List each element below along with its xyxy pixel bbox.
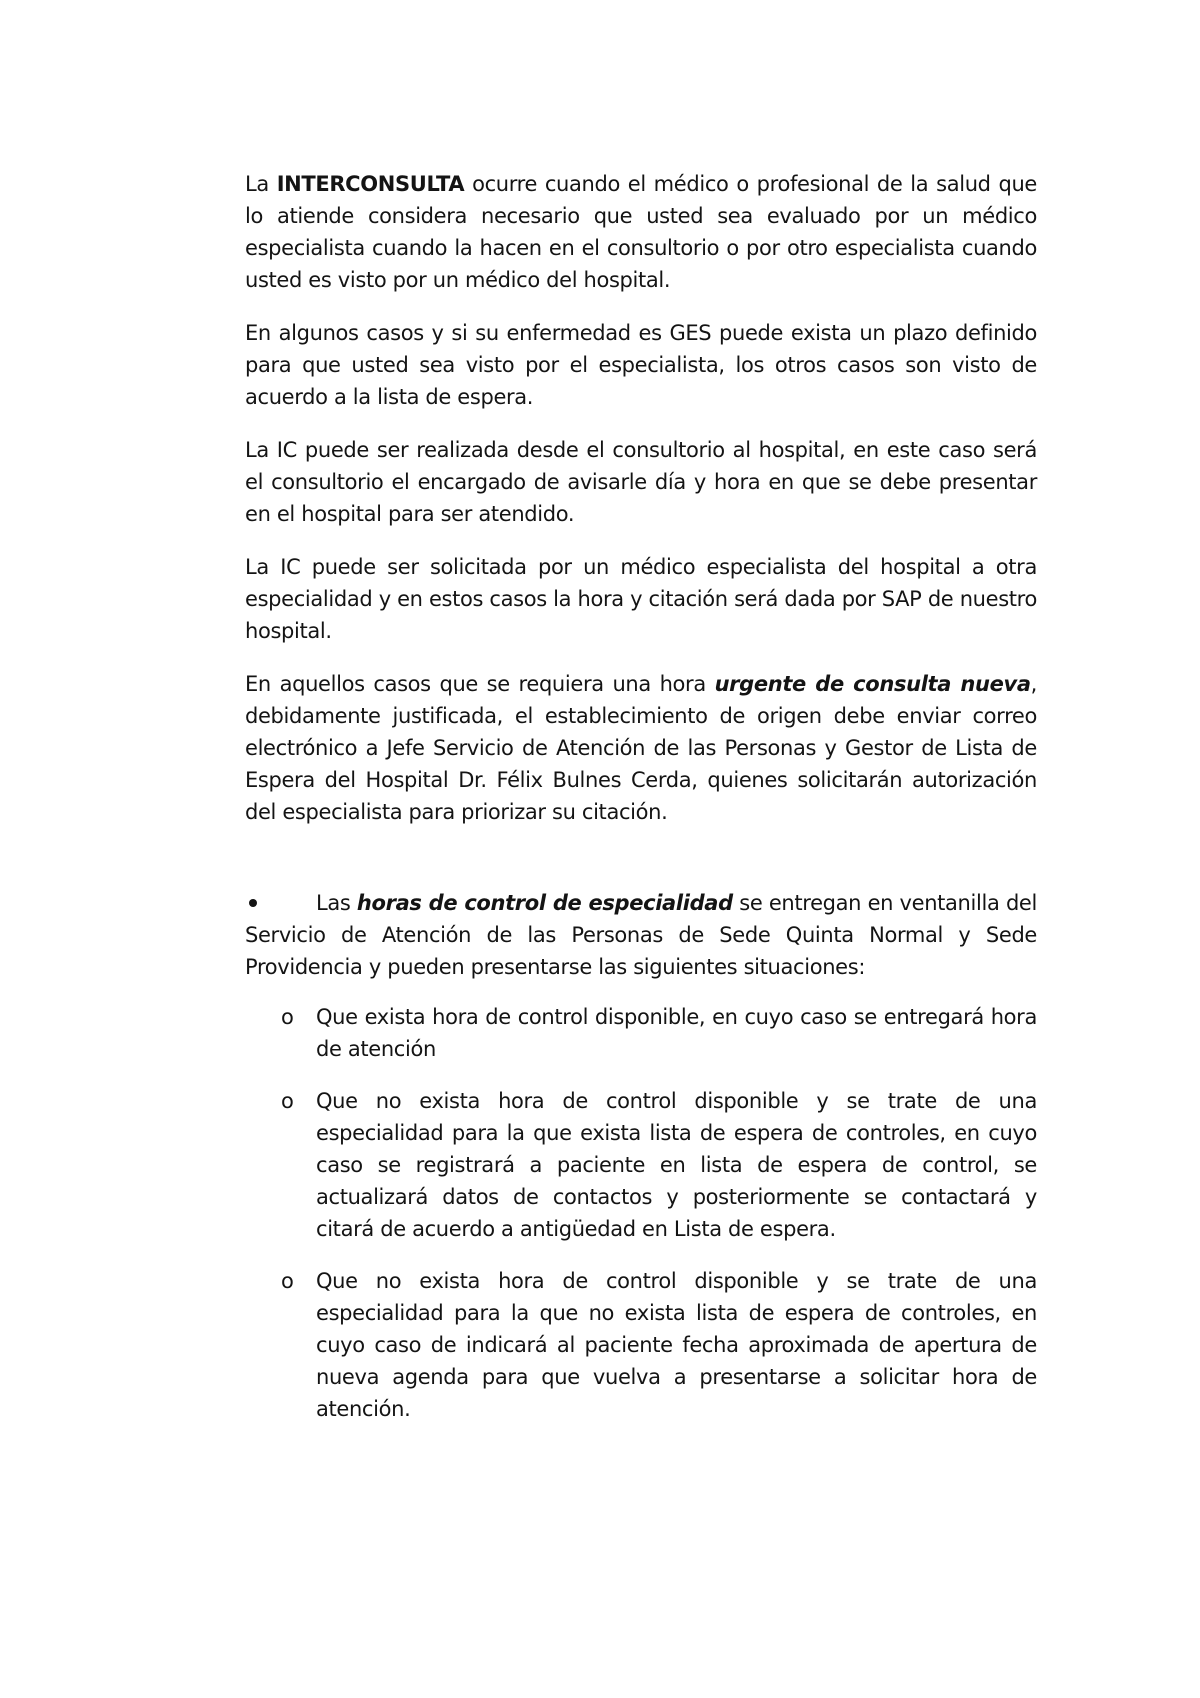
paragraph-ic-consultorio: La IC puede ser realizada desde el consultorio al hospital, en este caso será el consultorio el encargado de avisarle día y hora en que se debe presentar en el hospital para ser atendido. xyxy=(245,438,1037,526)
paragraph-urgente-post: , debidamente justificada, el establecimiento de origen debe enviar correo electrónico a Jefe Servicio de Atención de las Personas y Gestor de Lista de Espera del Hospital Dr. Félix Bulnes Cerda, quienes solicitarán autorización del especialista para priorizar su citación. xyxy=(245,672,1037,824)
paragraph-urgente-pre: En aquellos casos que se requiera una hora xyxy=(245,672,715,696)
paragraph-ic-especialista: La IC puede ser solicitada por un médico especialista del hospital a otra especialidad y en estos casos la hora y citación será dada por SAP de nuestro hospital. xyxy=(245,555,1037,643)
term-interconsulta: INTERCONSULTA xyxy=(276,172,465,196)
document-body xyxy=(245,168,1037,1445)
paragraph-urgente xyxy=(245,668,1037,828)
paragraph-interconsulta-post: ocurre cuando el médico o profesional de la salud que lo atiende considera necesario que usted sea evaluado por un médico especialista cuando la hacen en el consultorio o por otro especialista cuando usted es visto por un médico del hospital. xyxy=(245,172,1037,292)
paragraph-ges: En algunos casos y si su enfermedad es GES puede exista un plazo definido para que usted sea visto por el especialista, los otros casos son visto de acuerdo a la lista de espera. xyxy=(245,321,1037,409)
list-item-sin-lista-espera xyxy=(245,1265,1037,1425)
term-urgente-consulta-nueva: urgente de consulta nueva xyxy=(714,672,1031,696)
situations-list xyxy=(245,1001,1037,1425)
list-marker: o xyxy=(281,1269,294,1293)
list-item-lista-espera xyxy=(245,1085,1037,1245)
bullet-horas-control-post: se entregan en ventanilla del Servicio de Atención de las Personas de Sede Quinta Normal y Sede Providencia y pueden presentarse las siguientes situaciones: xyxy=(245,891,1037,979)
bullet-horas-control-pre: Las xyxy=(316,891,357,915)
list-marker: o xyxy=(281,1089,294,1113)
list-item-text: Que exista hora de control disponible, en cuyo caso se entregará hora de atención xyxy=(316,1005,1037,1061)
paragraph-interconsulta xyxy=(245,168,1037,296)
list-item-hora-disponible xyxy=(245,1001,1037,1065)
list-marker: o xyxy=(281,1005,294,1029)
paragraph-interconsulta-pre: La xyxy=(245,172,277,196)
list-item-text: Que no exista hora de control disponible y se trate de una especialidad para la que exista lista de espera de controles, en cuyo caso se registrará a paciente en lista de espera de control, se actualizará datos de contactos y posteriormente se contactará y citará de acuerdo a antigüedad en Lista de espera. xyxy=(316,1089,1037,1241)
list-item-text: Que no exista hora de control disponible y se trate de una especialidad para la que no exista lista de espera de controles, en cuyo caso de indicará al paciente fecha aproximada de apertura de nueva agenda para que vuelva a presentarse a solicitar hora de atención. xyxy=(316,1269,1037,1421)
bullet-horas-control xyxy=(245,887,1037,983)
term-horas-control-especialidad: horas de control de especialidad xyxy=(356,891,733,915)
bullet-icon xyxy=(245,887,316,919)
